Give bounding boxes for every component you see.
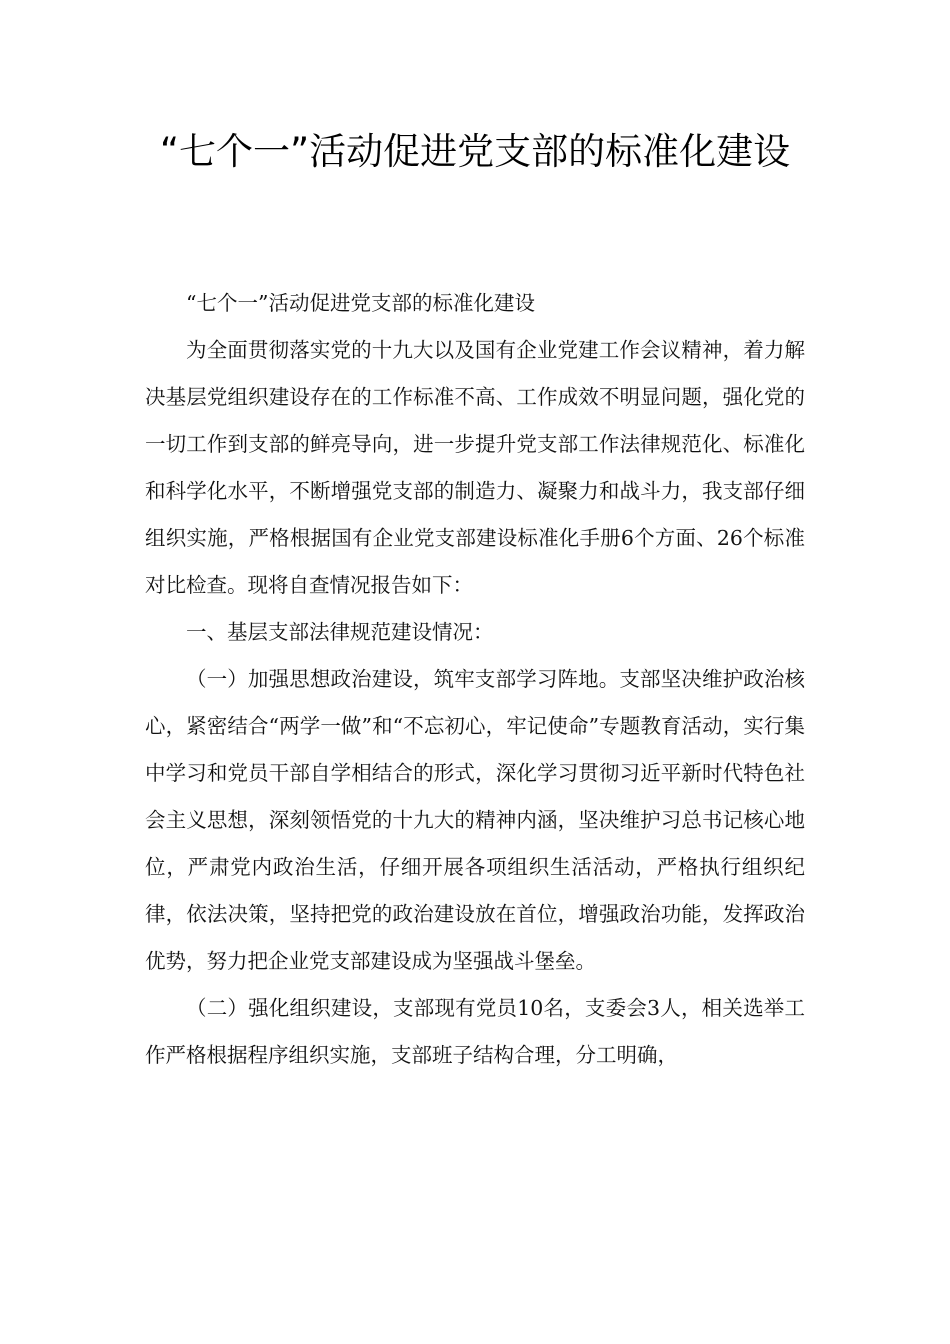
intro-paragraph: 为全面贯彻落实党的十九大以及国有企业党建工作会议精神，着力解决基层党组织建设存在的工作标准不高、工作成效不明显问题，强化党的一切工作到支部的鲜亮导向，进一步提升党支部工作法律规范化、标准化和科学化水平，不断增强党支部的制造力、凝聚力和战斗力，我支部仔细组织实施，严格根据国有企业党支部建设标准化手册6个方面、26个标准对比检查。现将自查情况报告如下：: [145, 338, 805, 597]
document-body: [145, 280, 805, 1079]
document-title: “七个一”活动促进党支部的标准化建设: [159, 130, 791, 173]
body-paragraph: （二）强化组织建设，支部现有党员10名，支委会3人，相关选举工作严格根据程序组织实施，支部班子结构合理，分工明确，: [145, 996, 805, 1067]
subtitle-paragraph: “七个一”活动促进党支部的标准化建设: [186, 291, 535, 315]
body-paragraph: （一）加强思想政治建设，筑牢支部学习阵地。支部坚决维护政治核心，紧密结合“两学一做”和“不忘初心，牢记使命”专题教育活动，实行集中学习和党员干部自学相结合的形式，深化学习贯彻习近平新时代特色社会主义思想，深刻领悟党的十九大的精神内涵，坚决维护习总书记核心地位，严肃党内政治生活，仔细开展各项组织生活活动，严格执行组织纪律，依法决策，坚持把党的政治建设放在首位，增强政治功能，发挥政治优势，努力把企业党支部建设成为坚强战斗堡垒。: [145, 667, 805, 973]
section-heading: 一、基层支部法律规范建设情况：: [186, 620, 494, 644]
